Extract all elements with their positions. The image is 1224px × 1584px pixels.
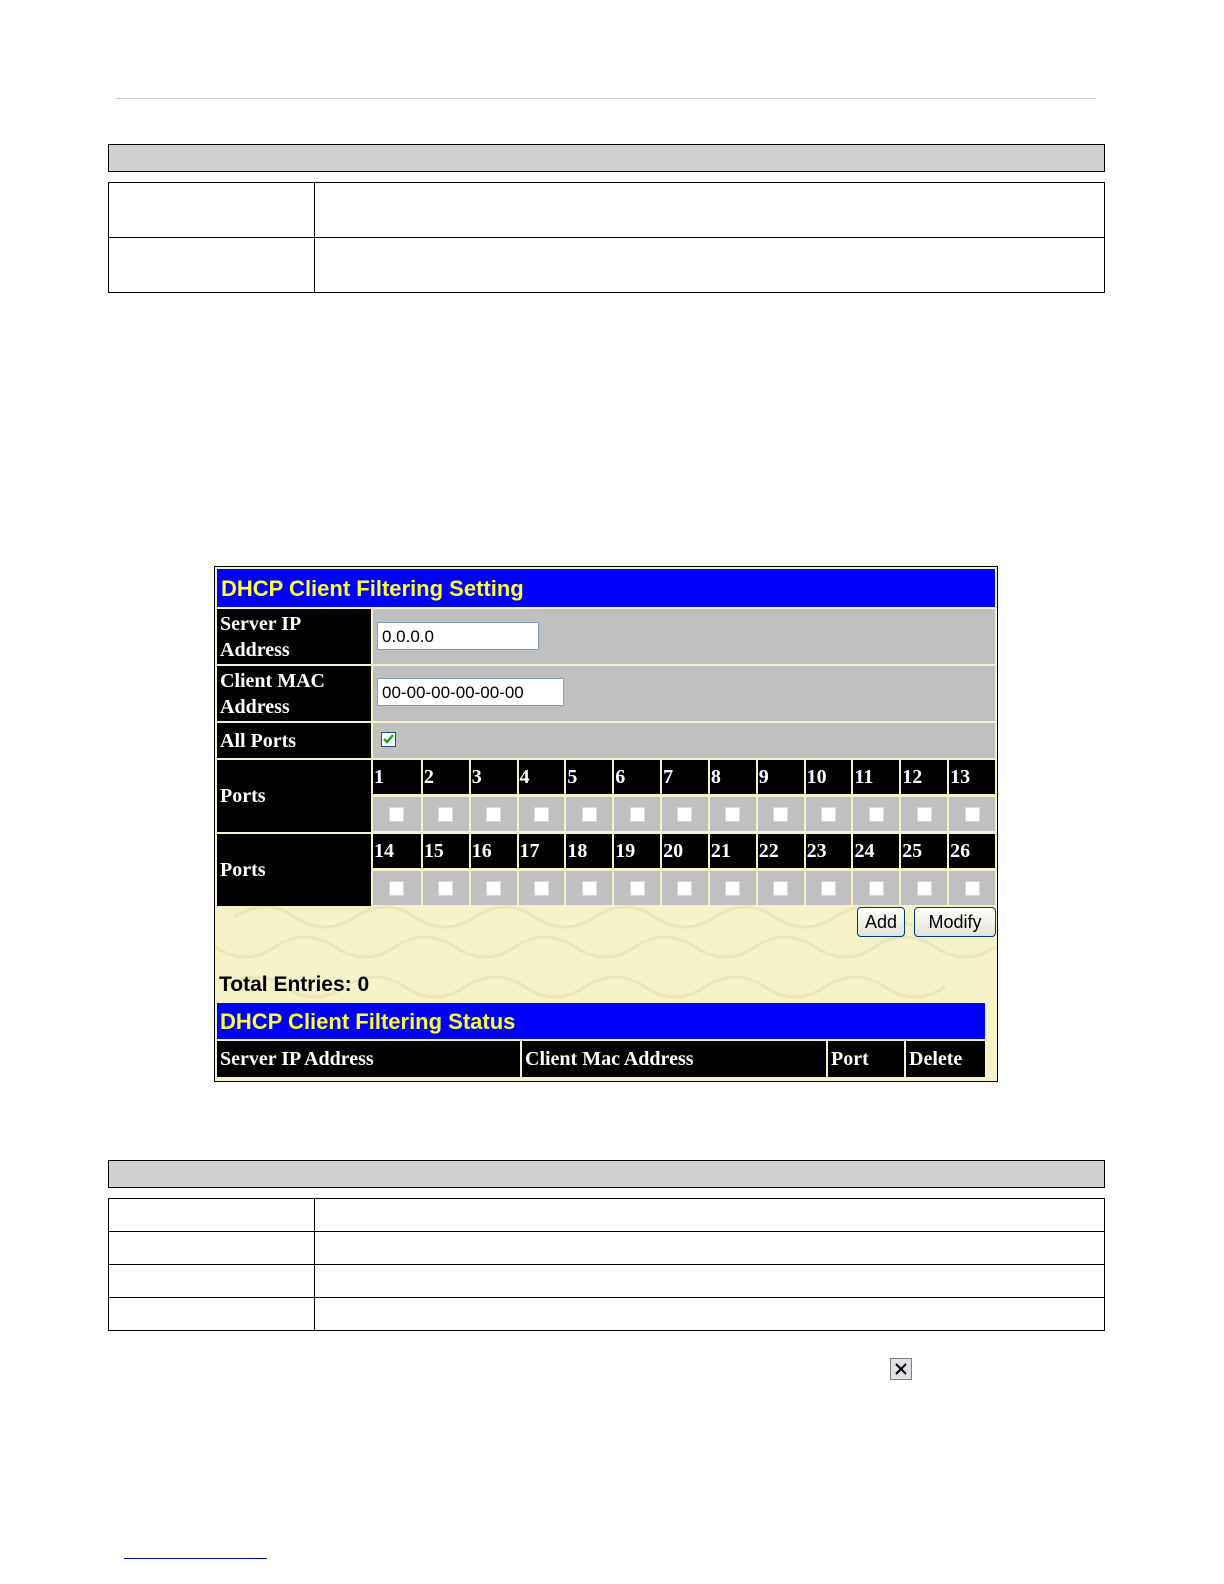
port-grid-2 (371, 834, 995, 906)
port-number-label: 4 (517, 760, 565, 794)
port-checkbox[interactable] (438, 881, 453, 896)
port-checkbox-cell (708, 869, 756, 905)
table-row (109, 1199, 1105, 1232)
setting-title: DHCP Client Filtering Setting (217, 569, 995, 607)
status-title: DHCP Client Filtering Status (217, 1003, 985, 1039)
port-number-label: 24 (851, 834, 899, 868)
port-checkbox-cell (756, 795, 804, 831)
port-checkbox-cell (564, 795, 612, 831)
port-checkbox-cell (564, 869, 612, 905)
port-checkbox-cell (421, 869, 469, 905)
port-checkbox[interactable] (869, 807, 884, 822)
port-number-label: 7 (660, 760, 708, 794)
header-rule (116, 98, 1096, 99)
table-row (109, 1265, 1105, 1298)
port-checkbox[interactable] (677, 881, 692, 896)
port-checkbox-cell (517, 795, 565, 831)
port-checkbox[interactable] (821, 807, 836, 822)
port-checkbox[interactable] (582, 807, 597, 822)
footer-link-underline (124, 1558, 267, 1559)
column-port: Port (828, 1041, 906, 1077)
port-number-label: 23 (804, 834, 852, 868)
port-checkbox[interactable] (582, 881, 597, 896)
port-number-label: 14 (373, 834, 421, 868)
client-mac-input[interactable]: 00-00-00-00-00-00 (377, 678, 564, 706)
port-checkbox-cell (851, 869, 899, 905)
port-checkbox[interactable] (821, 881, 836, 896)
port-number-label: 9 (756, 760, 804, 794)
close-icon[interactable] (890, 1358, 912, 1380)
server-ip-label: Server IP Address (217, 609, 371, 664)
port-number-label: 17 (517, 834, 565, 868)
client-mac-label: Client MAC Address (217, 666, 371, 721)
ports-row-2 (217, 832, 995, 906)
modify-button[interactable]: Modify (914, 907, 996, 937)
table-row (109, 183, 1105, 238)
port-checkbox-cell (469, 795, 517, 831)
status-table-header (217, 1041, 985, 1077)
port-number-label: 25 (899, 834, 947, 868)
port-checkbox-cell (517, 869, 565, 905)
port-checkbox-cell (373, 869, 421, 905)
port-number-label: 13 (947, 760, 995, 794)
port-checkbox-cell (660, 795, 708, 831)
port-checkbox[interactable] (917, 881, 932, 896)
client-mac-row (217, 664, 995, 721)
table-row (109, 1232, 1105, 1265)
doc-table-2 (108, 1198, 1105, 1331)
port-checkbox[interactable] (534, 807, 549, 822)
port-checkbox-cell (373, 795, 421, 831)
port-checkbox-cell (947, 795, 995, 831)
port-number-label: 11 (851, 760, 899, 794)
port-checkbox[interactable] (965, 807, 980, 822)
port-checkbox-cell (421, 795, 469, 831)
dhcp-client-filtering-panel (214, 566, 998, 1082)
port-checkbox[interactable] (438, 807, 453, 822)
doc-table-1 (108, 182, 1105, 293)
port-number-label: 19 (612, 834, 660, 868)
port-checkbox[interactable] (677, 807, 692, 822)
port-checkbox-cell (899, 869, 947, 905)
port-checkbox-cell (612, 869, 660, 905)
all-ports-row (217, 721, 995, 758)
port-checkbox-cell (612, 795, 660, 831)
port-number-label: 22 (756, 834, 804, 868)
all-ports-checkbox[interactable] (381, 732, 396, 747)
checkmark-icon (382, 733, 395, 746)
port-checkbox[interactable] (534, 881, 549, 896)
port-checkbox[interactable] (725, 807, 740, 822)
close-icon-glyph (894, 1362, 908, 1376)
doc-table-1-header (108, 144, 1105, 172)
table-row (109, 1298, 1105, 1331)
port-checkbox[interactable] (486, 807, 501, 822)
port-checkbox-cell (899, 795, 947, 831)
port-checkbox-cell (756, 869, 804, 905)
port-checkbox-cell (469, 869, 517, 905)
column-delete: Delete (906, 1041, 985, 1077)
port-number-label: 6 (612, 760, 660, 794)
port-checkbox-cell (660, 869, 708, 905)
port-number-label: 2 (421, 760, 469, 794)
total-entries: Total Entries: 0 (219, 973, 370, 996)
column-server-ip: Server IP Address (217, 1041, 522, 1077)
port-checkbox[interactable] (725, 881, 740, 896)
port-number-label: 12 (899, 760, 947, 794)
doc-table-2-header (108, 1160, 1105, 1188)
port-checkbox-cell (708, 795, 756, 831)
port-checkbox-cell (947, 869, 995, 905)
server-ip-row (217, 607, 995, 664)
port-checkbox[interactable] (869, 881, 884, 896)
port-number-label: 10 (804, 760, 852, 794)
port-grid-1 (371, 760, 995, 832)
port-checkbox-cell (804, 795, 852, 831)
port-checkbox-cell (851, 795, 899, 831)
port-number-label: 21 (708, 834, 756, 868)
ports-label: Ports (217, 834, 371, 906)
port-checkbox[interactable] (486, 881, 501, 896)
port-checkbox[interactable] (773, 881, 788, 896)
port-number-label: 18 (564, 834, 612, 868)
port-checkbox[interactable] (389, 807, 404, 822)
all-ports-label: All Ports (217, 723, 371, 758)
port-checkbox[interactable] (630, 881, 645, 896)
ports-label: Ports (217, 760, 371, 832)
port-checkbox[interactable] (965, 881, 980, 896)
port-number-label: 3 (469, 760, 517, 794)
port-checkbox[interactable] (630, 807, 645, 822)
port-number-label: 1 (373, 760, 421, 794)
port-number-label: 15 (421, 834, 469, 868)
add-button[interactable]: Add (857, 907, 905, 937)
port-checkbox-cell (804, 869, 852, 905)
server-ip-input[interactable]: 0.0.0.0 (377, 622, 539, 650)
table-row (109, 238, 1105, 293)
port-checkbox[interactable] (389, 881, 404, 896)
port-number-label: 8 (708, 760, 756, 794)
port-number-label: 5 (564, 760, 612, 794)
port-checkbox[interactable] (917, 807, 932, 822)
column-client-mac: Client Mac Address (522, 1041, 828, 1077)
ports-row-1 (217, 758, 995, 832)
port-number-label: 16 (469, 834, 517, 868)
port-checkbox[interactable] (773, 807, 788, 822)
port-number-label: 26 (947, 834, 995, 868)
port-number-label: 20 (660, 834, 708, 868)
